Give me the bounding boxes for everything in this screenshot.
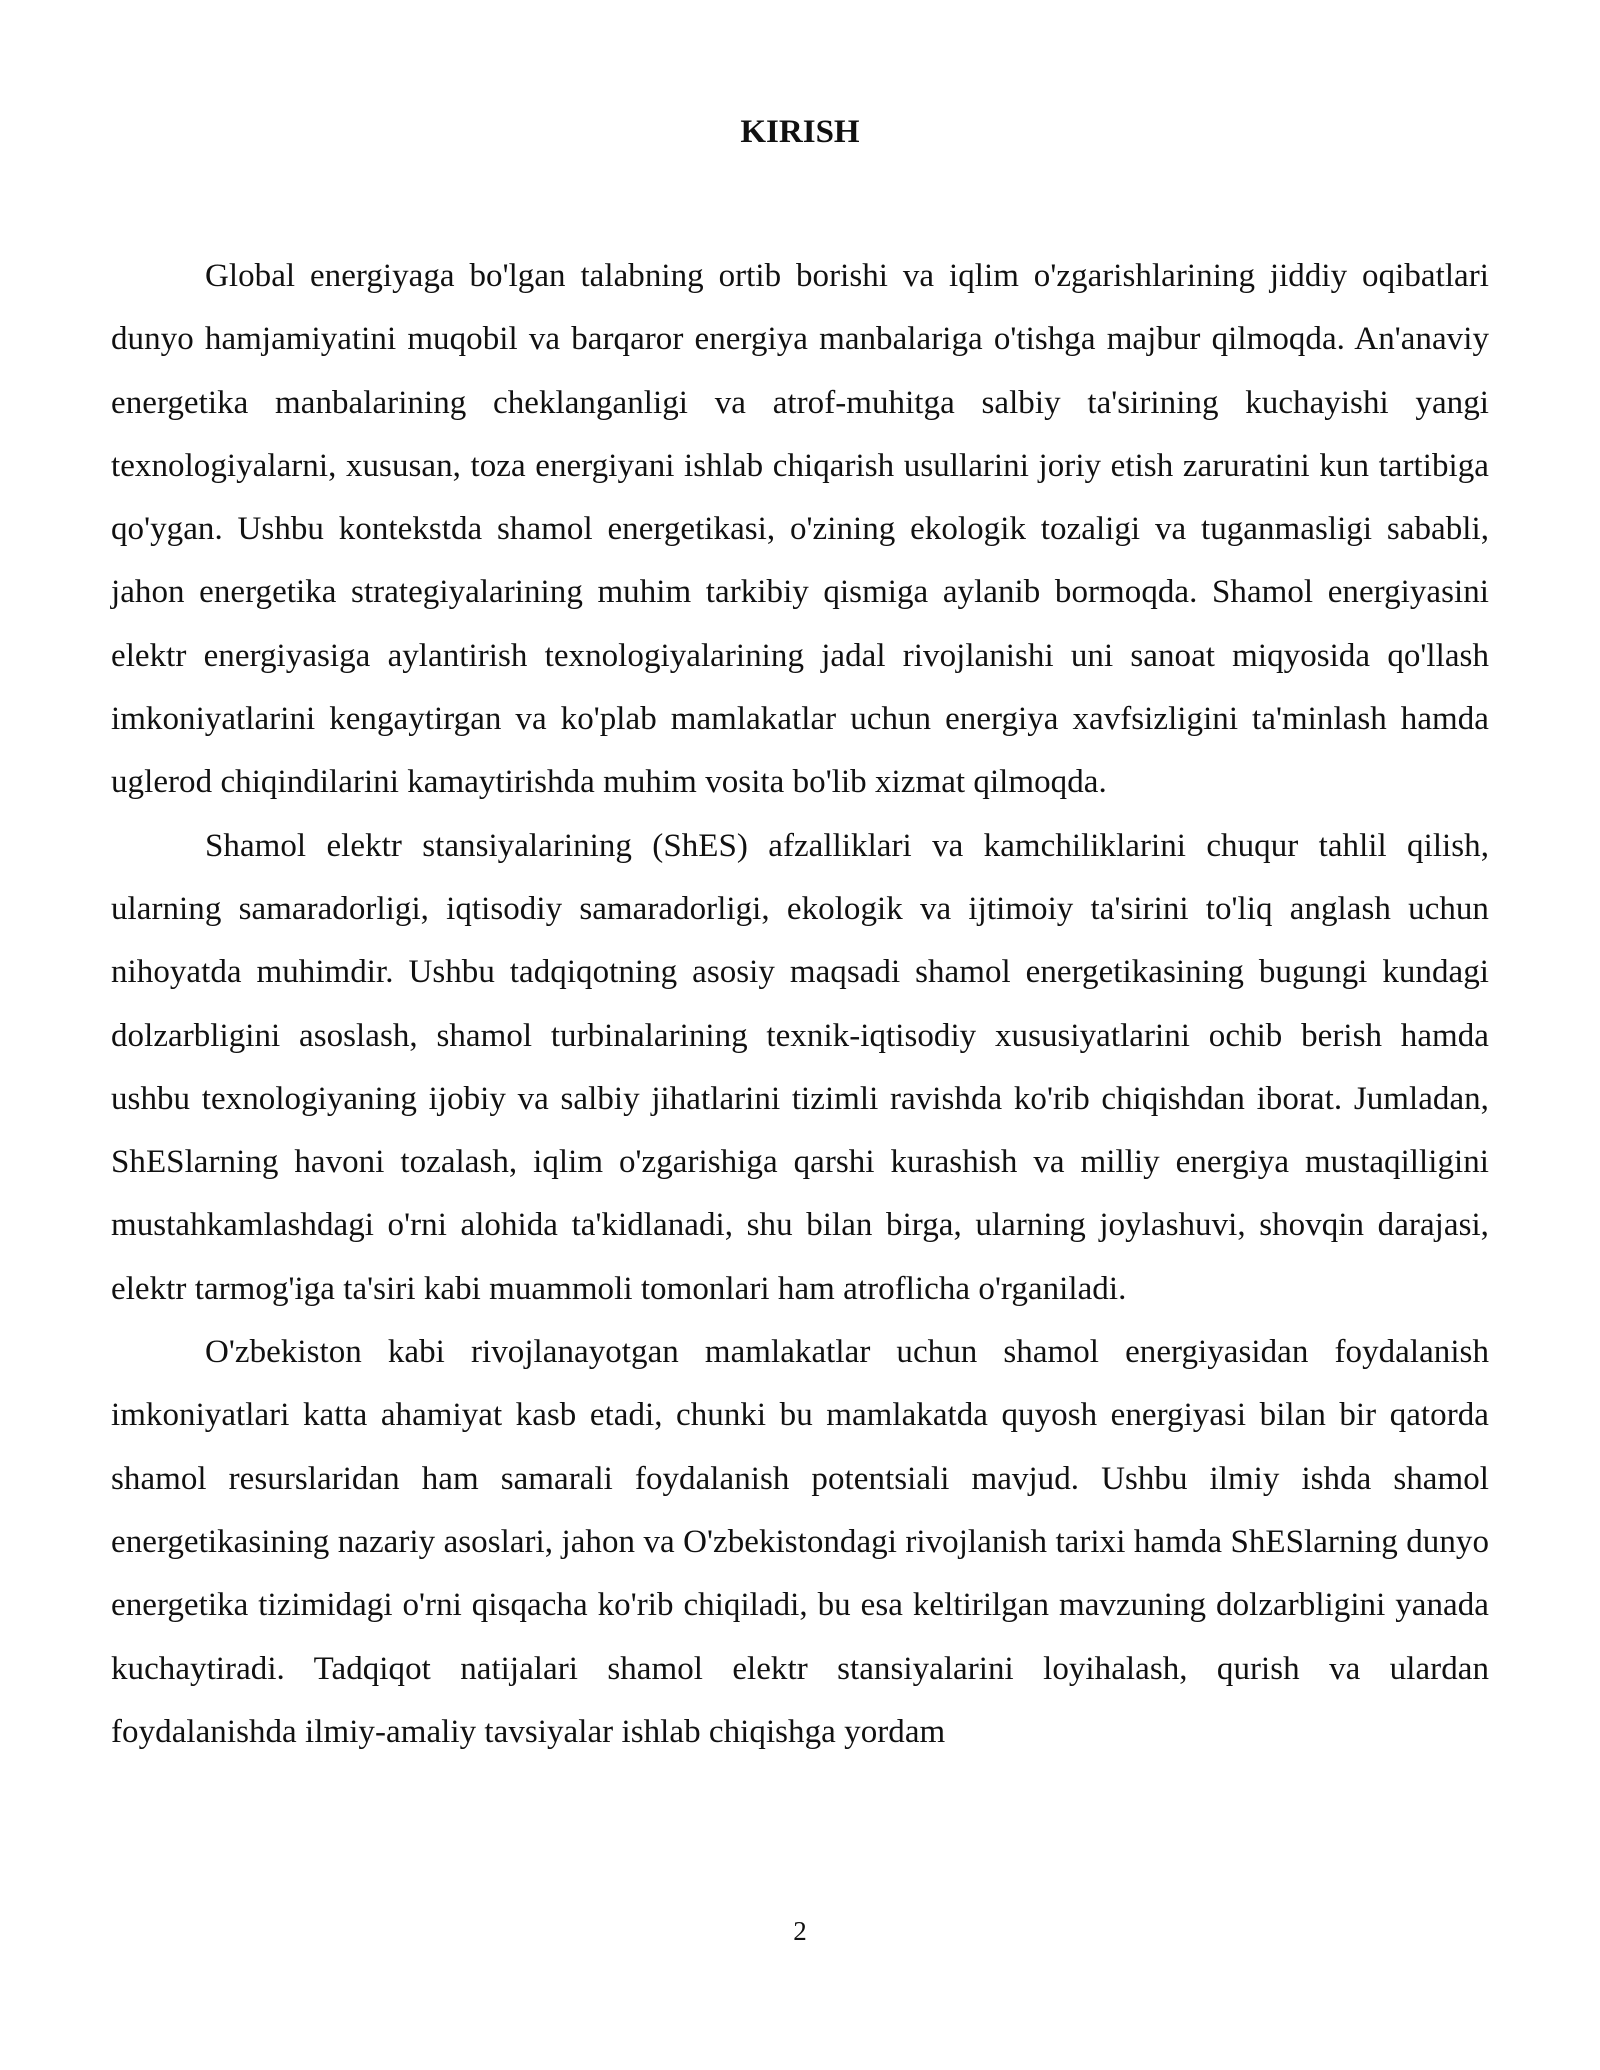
document-body: [111, 245, 1489, 1764]
paragraph-1: Global energiyaga bo'lgan talabning ortib borishi va iqlim o'zgarishlarining jiddiy oqibatlari dunyo hamjamiyatini muqobil va barqaror energiya manbalariga o'tishga majbur qilmoqda. An'anaviy energetika manbalarining cheklanganligi va atrof-muhitga salbiy ta'sirining kuchayishi yangi texnologiyalarni, xususan, toza energiyani ishlab chiqarish usullarini joriy etish zaruratini kun tartibiga qo'ygan. Ushbu kontekstda shamol energetikasi, o'zining ekologik tozaligi va tuganmasligi sababli, jahon energetika strategiyalarining muhim tarkibiy qismiga aylanib bormoqda. Shamol energiyasini elektr energiyasiga aylantirish texnologiyalarining jadal rivojlanishi uni sanoat miqyosida qo'llash imkoniyatlarini kengaytirgan va ko'plab mamlakatlar uchun energiya xavfsizligini ta'minlash hamda uglerod chiqindilarini kamaytirishda muhim vosita bo'lib xizmat qilmoqda.: [111, 258, 1489, 801]
page-title: KIRISH: [740, 114, 860, 150]
page-number: 2: [793, 1916, 807, 1946]
paragraph-2: Shamol elektr stansiyalarining (ShES) afzalliklari va kamchiliklarini chuqur tahlil qilish, ularning samaradorligi, iqtisodiy samaradorligi, ekologik va ijtimoiy ta'sirini to'liq anglash uchun nihoyatda muhimdir. Ushbu tadqiqotning asosiy maqsadi shamol energetikasining bugungi kundagi dolzarbligini asoslash, shamol turbinalarining texnik-iqtisodiy xususiyatlarini ochib berish hamda ushbu texnologiyaning ijobiy va salbiy jihatlarini tizimli ravishda ko'rib chiqishdan iborat. Jumladan, ShESlarning havoni tozalash, iqlim o'zgarishiga qarshi kurashish va milliy energiya mustaqilligini mustahkamlashdagi o'rni alohida ta'kidlanadi, shu bilan birga, ularning joylashuvi, shovqin darajasi, elektr tarmog'iga ta'siri kabi muammoli tomonlari ham atroflicha o'rganiladi.: [111, 827, 1489, 1307]
paragraph-3: O'zbekiston kabi rivojlanayotgan mamlakatlar uchun shamol energiyasidan foydalanish imkoniyatlari katta ahamiyat kasb etadi, chunki bu mamlakatda quyosh energiyasi bilan bir qatorda shamol resurslaridan ham samarali foydalanish potentsiali mavjud. Ushbu ilmiy ishda shamol energetikasining nazariy asoslari, jahon va O'zbekistondagi rivojlanish tarixi hamda ShESlarning dunyo energetika tizimidagi o'rni qisqacha ko'rib chiqiladi, bu esa keltirilgan mavzuning dolzarbligini yanada kuchaytiradi. Tadqiqot natijalari shamol elektr stansiyalarini loyihalash, qurish va ulardan foydalanishda ilmiy-amaliy tavsiyalar ishlab chiqishga yordam: [111, 1334, 1489, 1750]
